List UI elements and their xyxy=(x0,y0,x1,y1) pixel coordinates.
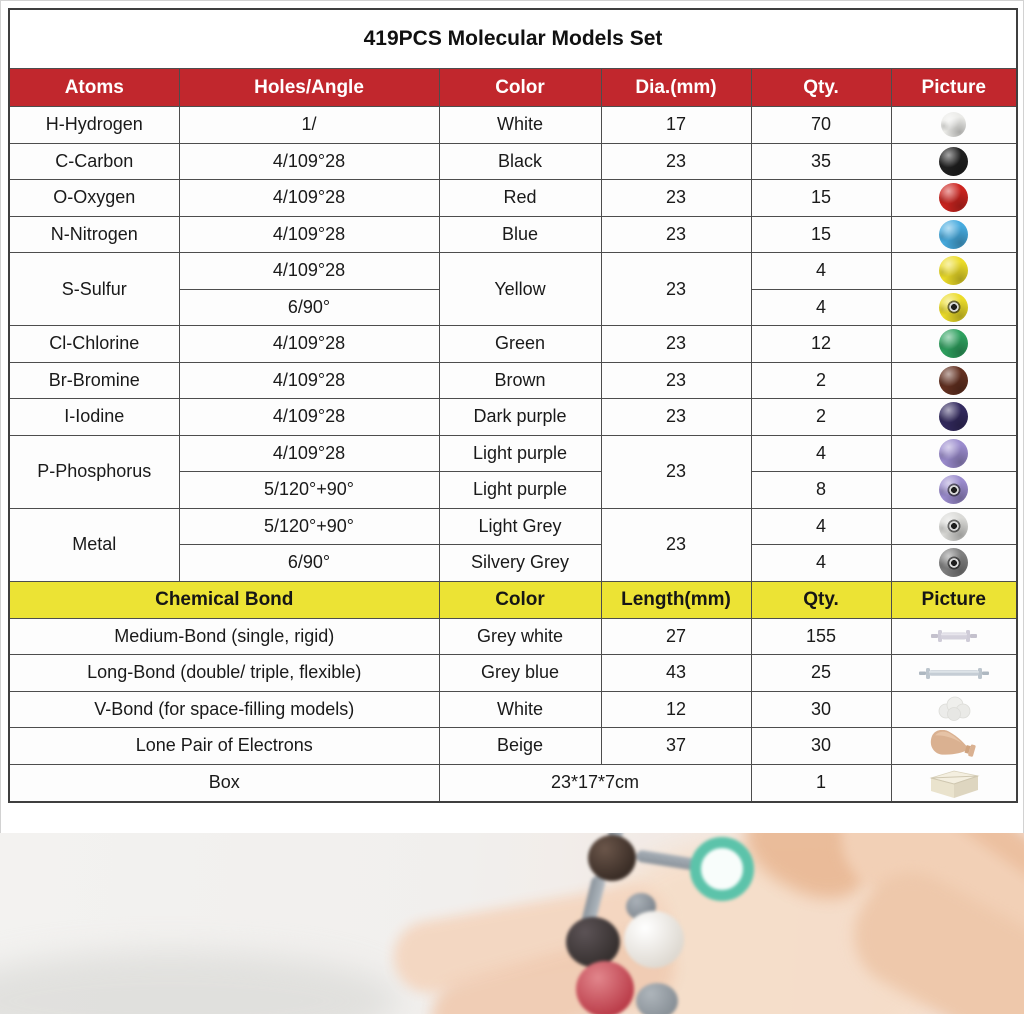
bond-row-box xyxy=(9,764,1017,802)
title-row xyxy=(9,9,1017,69)
atom-dia: 23 xyxy=(601,326,751,363)
spec-table-container xyxy=(8,8,1016,803)
atom-picture-cell xyxy=(891,180,1017,217)
atom-qty: 4 xyxy=(751,545,891,582)
model-atom-dark xyxy=(566,917,620,967)
model-atom-dark xyxy=(588,835,636,881)
bond-row-lone-pair xyxy=(9,728,1017,765)
atom-dia: 23 xyxy=(601,180,751,217)
atom-qty: 15 xyxy=(751,216,891,253)
atom-holes: 6/90° xyxy=(179,289,439,326)
photo-background-blur xyxy=(0,951,400,1014)
bond-name: Long-Bond (double/ triple, flexible) xyxy=(9,655,439,692)
header-bond-qty: Qty. xyxy=(751,581,891,618)
brown-ball-image xyxy=(939,366,968,395)
atom-holes: 5/120°+90° xyxy=(179,472,439,509)
v-bond-icon xyxy=(933,696,975,722)
white-ball-image xyxy=(941,112,966,137)
atom-name: O-Oxygen xyxy=(9,180,179,217)
atom-qty: 35 xyxy=(751,143,891,180)
atom-name: N-Nitrogen xyxy=(9,216,179,253)
atom-qty: 4 xyxy=(751,435,891,472)
atom-color: Dark purple xyxy=(439,399,601,436)
atom-picture-cell xyxy=(891,326,1017,363)
bond-color: White xyxy=(439,691,601,728)
atom-holes: 4/109°28 xyxy=(179,399,439,436)
bond-qty: 30 xyxy=(751,728,891,765)
atom-color: Blue xyxy=(439,216,601,253)
atom-color: Red xyxy=(439,180,601,217)
atom-name: Metal xyxy=(9,508,179,581)
atom-row-metal-1 xyxy=(9,508,1017,545)
atom-holes: 5/120°+90° xyxy=(179,508,439,545)
atom-picture-cell xyxy=(891,253,1017,290)
atom-color: Light Grey xyxy=(439,508,601,545)
lone-pair-icon xyxy=(926,730,982,762)
model-atom-red xyxy=(576,961,634,1014)
atom-qty: 4 xyxy=(751,253,891,290)
bond-qty: 30 xyxy=(751,691,891,728)
bond-picture-cell xyxy=(891,728,1017,765)
red-ball-image xyxy=(939,183,968,212)
atom-dia: 23 xyxy=(601,435,751,508)
atom-picture-cell xyxy=(891,107,1017,144)
header-bond-picture: Picture xyxy=(891,581,1017,618)
atom-dia: 17 xyxy=(601,107,751,144)
atom-qty: 2 xyxy=(751,399,891,436)
bond-length: 27 xyxy=(601,618,751,655)
atom-color: Light purple xyxy=(439,472,601,509)
header-picture: Picture xyxy=(891,69,1017,107)
atom-picture-cell xyxy=(891,508,1017,545)
atom-qty: 12 xyxy=(751,326,891,363)
atom-holes: 4/109°28 xyxy=(179,143,439,180)
atom-name: I-Iodine xyxy=(9,399,179,436)
model-atom-grey xyxy=(636,983,678,1014)
bond-color: Beige xyxy=(439,728,601,765)
product-photo xyxy=(0,833,1024,1014)
atom-picture-cell xyxy=(891,216,1017,253)
header-holes-angle: Holes/Angle xyxy=(179,69,439,107)
atom-color: Silvery Grey xyxy=(439,545,601,582)
atom-color: Light purple xyxy=(439,435,601,472)
atom-name: Cl-Chlorine xyxy=(9,326,179,363)
atom-holes: 1/ xyxy=(179,107,439,144)
atom-row-iodine xyxy=(9,399,1017,436)
atom-row-phosphorus-1 xyxy=(9,435,1017,472)
header-dia: Dia.(mm) xyxy=(601,69,751,107)
atom-color: Black xyxy=(439,143,601,180)
header-qty: Qty. xyxy=(751,69,891,107)
atom-color: Green xyxy=(439,326,601,363)
atom-picture-cell xyxy=(891,289,1017,326)
light-purple-ball-image xyxy=(939,439,968,468)
bond-row-medium xyxy=(9,618,1017,655)
yellow-ball-image xyxy=(939,256,968,285)
atom-holes: 4/109°28 xyxy=(179,435,439,472)
box-icon xyxy=(924,765,984,801)
bonds-header-row xyxy=(9,581,1017,618)
molecular-model xyxy=(540,833,860,1014)
long-bond-icon xyxy=(917,664,991,682)
atom-dia: 23 xyxy=(601,253,751,326)
molecular-models-spec-table xyxy=(8,8,1018,803)
bond-name: Medium-Bond (single, rigid) xyxy=(9,618,439,655)
atom-name: H-Hydrogen xyxy=(9,107,179,144)
bond-name: Lone Pair of Electrons xyxy=(9,728,439,765)
atom-dia: 23 xyxy=(601,143,751,180)
atom-color: White xyxy=(439,107,601,144)
bond-picture-cell xyxy=(891,618,1017,655)
box-size: 23*17*7cm xyxy=(439,764,751,802)
atom-dia: 23 xyxy=(601,362,751,399)
bond-picture-cell xyxy=(891,691,1017,728)
atom-picture-cell xyxy=(891,143,1017,180)
atom-row-chlorine xyxy=(9,326,1017,363)
bond-qty: 1 xyxy=(751,764,891,802)
atom-color: Brown xyxy=(439,362,601,399)
light-grey-ball-image xyxy=(939,512,968,541)
atom-qty: 15 xyxy=(751,180,891,217)
atom-qty: 4 xyxy=(751,508,891,545)
bond-qty: 25 xyxy=(751,655,891,692)
atom-picture-cell xyxy=(891,472,1017,509)
light-purple-ball-image xyxy=(939,475,968,504)
header-bond-color: Color xyxy=(439,581,601,618)
green-ball-image xyxy=(939,329,968,358)
header-atoms: Atoms xyxy=(9,69,179,107)
medium-bond-icon xyxy=(928,627,980,645)
bond-length: 12 xyxy=(601,691,751,728)
black-ball-image xyxy=(939,147,968,176)
atom-picture-cell xyxy=(891,399,1017,436)
atom-name: Br-Bromine xyxy=(9,362,179,399)
atom-holes: 4/109°28 xyxy=(179,253,439,290)
atom-qty: 70 xyxy=(751,107,891,144)
header-color: Color xyxy=(439,69,601,107)
header-chemical-bond: Chemical Bond xyxy=(9,581,439,618)
dark-purple-ball-image xyxy=(939,402,968,431)
atom-holes: 4/109°28 xyxy=(179,180,439,217)
atoms-header-row xyxy=(9,69,1017,107)
atom-picture-cell xyxy=(891,435,1017,472)
bond-length: 43 xyxy=(601,655,751,692)
model-atom-white xyxy=(624,911,684,968)
bond-row-long xyxy=(9,655,1017,692)
bond-qty: 155 xyxy=(751,618,891,655)
atom-row-sulfur-1 xyxy=(9,253,1017,290)
atom-dia: 23 xyxy=(601,399,751,436)
page-title: 419PCS Molecular Models Set xyxy=(9,9,1017,69)
bond-picture-cell xyxy=(891,655,1017,692)
atom-qty: 2 xyxy=(751,362,891,399)
atom-qty: 8 xyxy=(751,472,891,509)
atom-color: Yellow xyxy=(439,253,601,326)
atom-picture-cell xyxy=(891,545,1017,582)
yellow-ball-image xyxy=(939,293,968,322)
bond-name: V-Bond (for space-filling models) xyxy=(9,691,439,728)
bond-length: 37 xyxy=(601,728,751,765)
atom-holes: 6/90° xyxy=(179,545,439,582)
atom-holes: 4/109°28 xyxy=(179,216,439,253)
model-ring-teal xyxy=(690,837,754,901)
atom-row-carbon xyxy=(9,143,1017,180)
atom-picture-cell xyxy=(891,362,1017,399)
silvery-grey-ball-image xyxy=(939,548,968,577)
bond-row-v xyxy=(9,691,1017,728)
atom-holes: 4/109°28 xyxy=(179,362,439,399)
bond-color: Grey white xyxy=(439,618,601,655)
bond-picture-cell xyxy=(891,764,1017,802)
atom-row-nitrogen xyxy=(9,216,1017,253)
atom-dia: 23 xyxy=(601,216,751,253)
atom-row-oxygen xyxy=(9,180,1017,217)
header-length: Length(mm) xyxy=(601,581,751,618)
blue-ball-image xyxy=(939,220,968,249)
atom-holes: 4/109°28 xyxy=(179,326,439,363)
atom-row-bromine xyxy=(9,362,1017,399)
bond-name: Box xyxy=(9,764,439,802)
bond-color: Grey blue xyxy=(439,655,601,692)
atom-name: P-Phosphorus xyxy=(9,435,179,508)
atom-dia: 23 xyxy=(601,508,751,581)
atom-qty: 4 xyxy=(751,289,891,326)
atom-name: C-Carbon xyxy=(9,143,179,180)
atom-row-hydrogen xyxy=(9,107,1017,144)
atom-name: S-Sulfur xyxy=(9,253,179,326)
